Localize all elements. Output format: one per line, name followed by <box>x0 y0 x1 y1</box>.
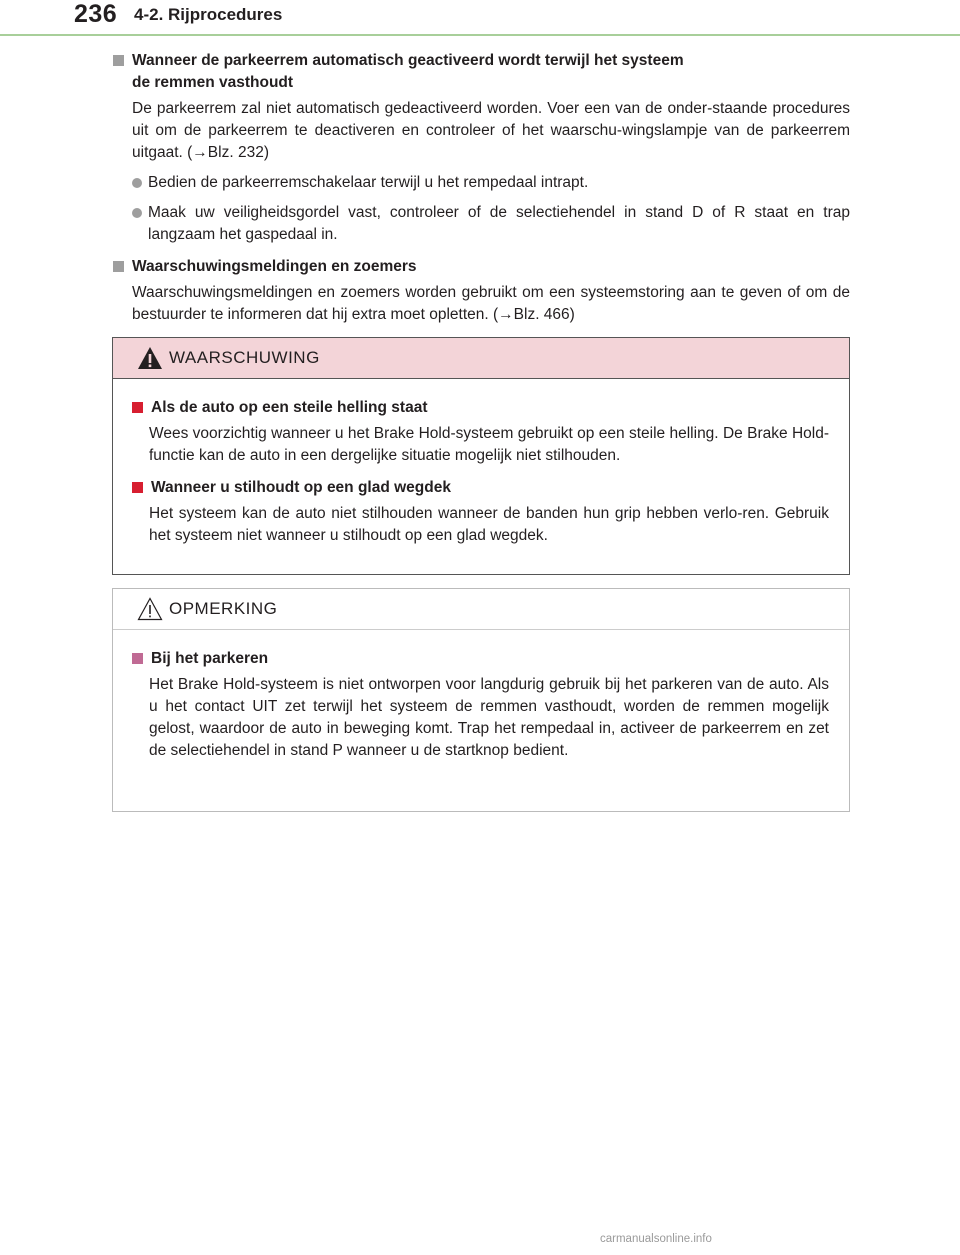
warning-item-title: Als de auto op een steile helling staat <box>131 397 829 419</box>
list-item <box>132 172 850 194</box>
round-bullet-icon <box>132 178 142 188</box>
warning-header <box>113 338 849 379</box>
square-bullet-icon <box>132 482 143 493</box>
warning-item-title: Wanneer u stilhoudt op een glad wegdek <box>131 477 829 499</box>
section-parking-brake <box>112 50 850 246</box>
caution-triangle-icon <box>137 597 163 621</box>
square-bullet-icon <box>113 55 124 66</box>
warning-label: WAARSCHUWING <box>169 348 320 367</box>
list-item <box>132 202 850 246</box>
round-bullet-icon <box>132 208 142 218</box>
note-item-text: Het Brake Hold-systeem is niet ontworpen voor langdurig gebruik bij het parkeren van de auto. Als u het contact UIT zet terwijl het systeem de remmen vasthoudt, worden de remmen mogelijk gelost, waardoor de auto in beweging komt. Trap het rempedaal in, activeer de parkeerrem en zet de selectiehendel in stand P wanneer u de startknop bedient. <box>149 676 829 759</box>
warning-item-text: Wees voorzichtig wanneer u het Brake Hold-systeem gebruikt op een steile helling. De Brake Hold-functie kan de auto in een dergelijke situatie mogelijk niet stilhouden. <box>149 425 829 464</box>
header-divider <box>0 34 960 36</box>
note-label: OPMERKING <box>169 599 278 618</box>
section-text: De parkeerrem zal niet automatisch gedeactiveerd worden. Voer een van de onder-staande procedures uit om de parkeerrem te deactiveren en controleer of het waarschu-wingslampje van de parkeerrem uitgaat. (→Blz. 232) <box>132 100 850 161</box>
section-title-line2: de remmen vasthoudt <box>132 74 294 91</box>
note-header <box>113 589 849 630</box>
square-bullet-icon <box>132 402 143 413</box>
page-header <box>0 0 960 36</box>
section-title <box>112 50 850 94</box>
warning-box <box>112 337 850 575</box>
section-text: Waarschuwingsmeldingen en zoemers worden gebruikt om een systeemstoring aan te geven of om de bestuurder te informeren dat hij extra moet opletten. (→Blz. 466) <box>132 284 850 323</box>
note-body <box>113 630 849 762</box>
warning-triangle-icon <box>137 346 163 370</box>
section-title <box>112 256 850 278</box>
warning-body <box>113 379 849 547</box>
note-box <box>112 588 850 812</box>
section-warnings-buzzers <box>112 256 850 326</box>
section-title-text: Waarschuwingsmeldingen en zoemers <box>132 258 417 275</box>
list-item-text: Maak uw veiligheidsgordel vast, controleer of de selectiehendel in stand D of R staat en trap langzaam het gaspedaal in. <box>148 204 850 243</box>
main-content <box>112 50 850 326</box>
warning-item-text: Het systeem kan de auto niet stilhouden wanneer de banden hun grip hebben verlo-ren. Gebruik het systeem niet wanneer u stilhoudt op een glad wegdek. <box>149 505 829 544</box>
list-item-text: Bedien de parkeerremschakelaar terwijl u het rempedaal intrapt. <box>148 174 589 191</box>
section-title-line1: Wanneer de parkeerrem automatisch geactiveerd wordt terwijl het systeem <box>132 52 684 69</box>
note-item-title: Bij het parkeren <box>131 648 829 670</box>
chapter-title: 4-2. Rijprocedures <box>134 5 283 24</box>
page-number: 236 <box>74 0 118 28</box>
square-bullet-icon <box>113 261 124 272</box>
square-bullet-icon <box>132 653 143 664</box>
watermark: carmanualsonline.info <box>600 1233 712 1245</box>
